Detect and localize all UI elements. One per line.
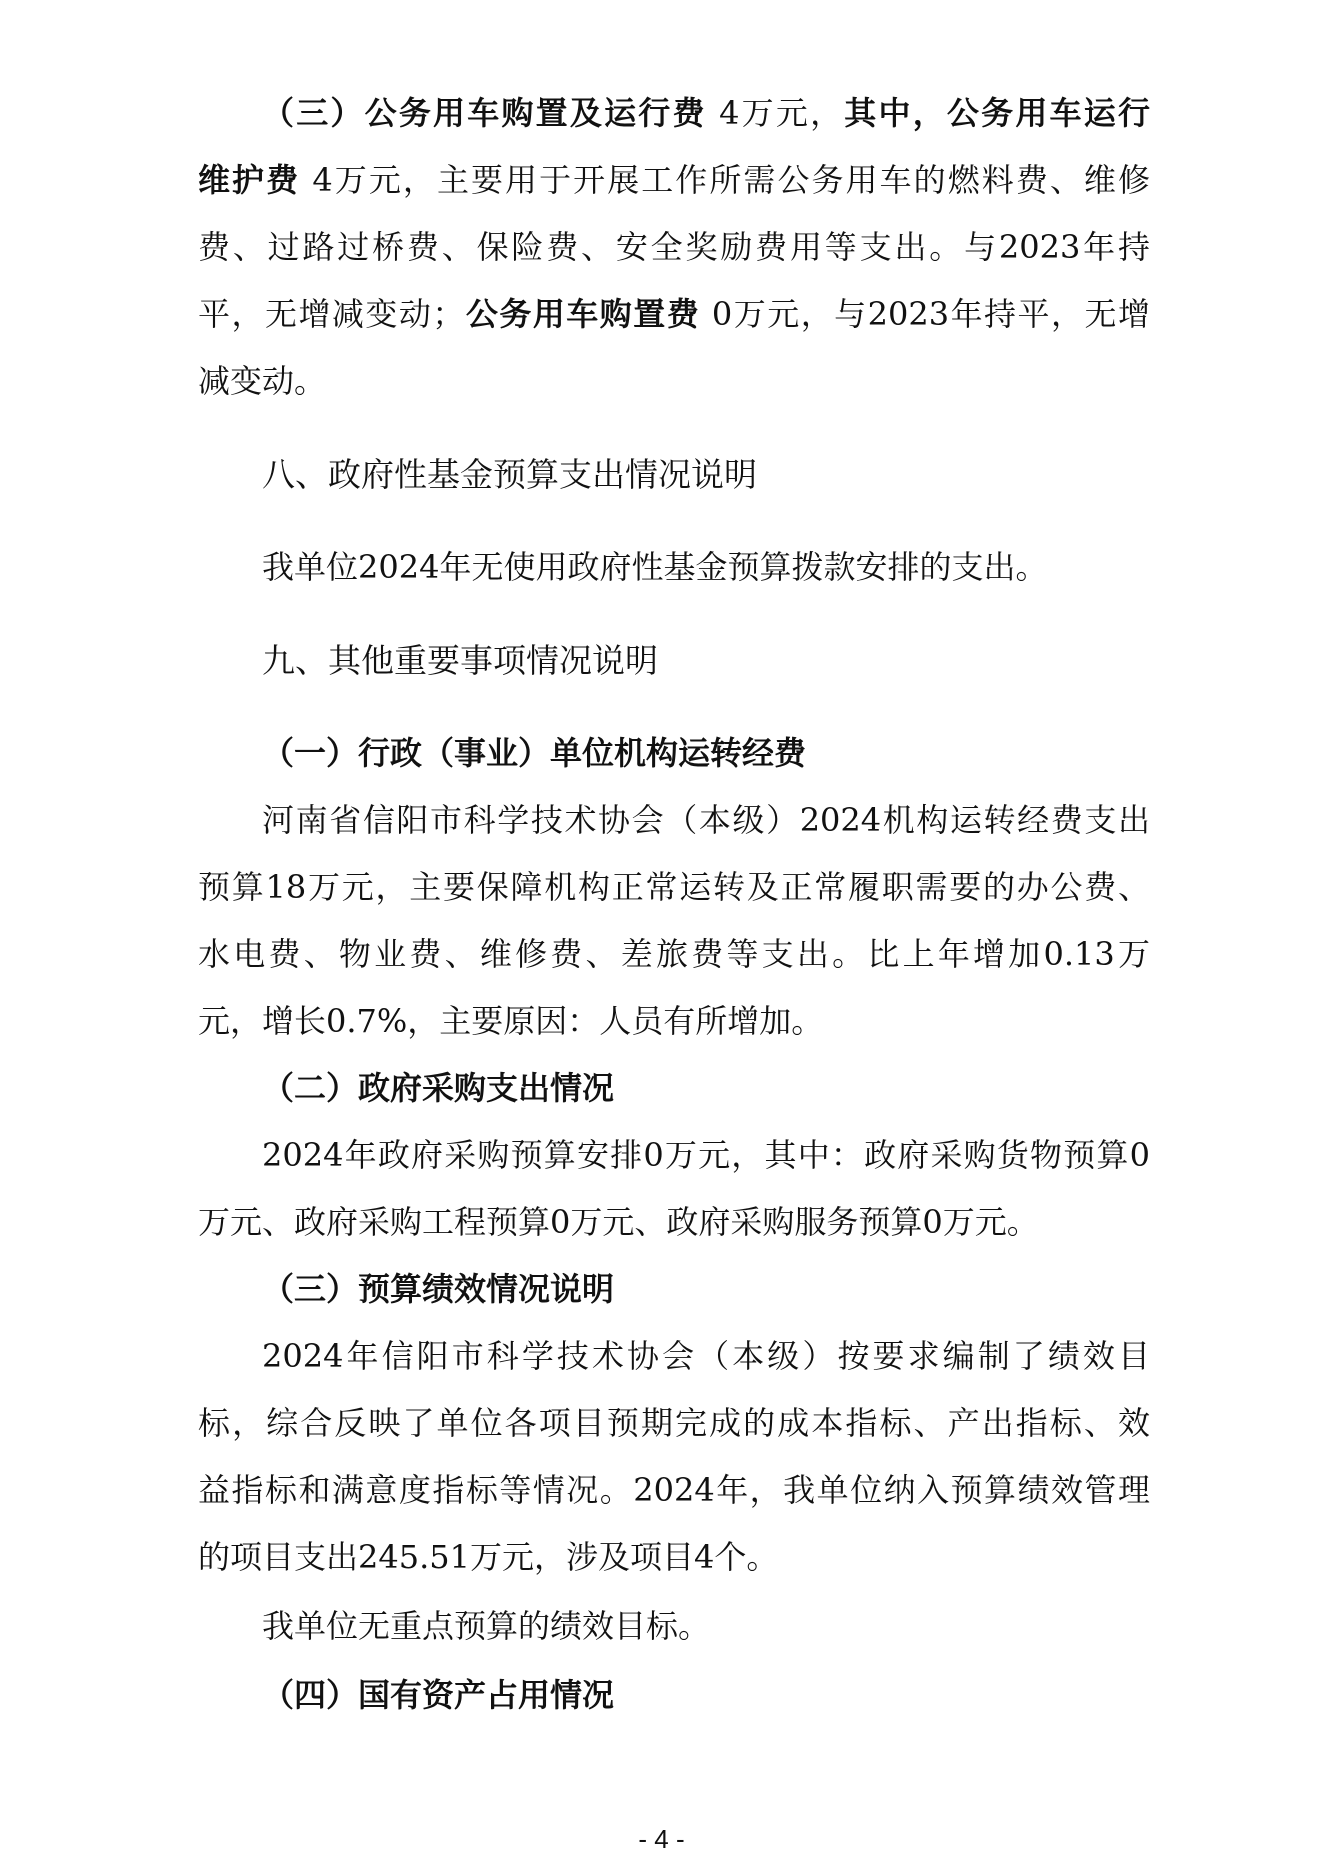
bold-text: 公务用车购置费: [464, 295, 701, 333]
paragraph-line: [262, 82, 1150, 144]
subheading-3: （三）预算绩效情况说明: [262, 1270, 615, 1308]
subheading-4: （四）国有资产占用情况: [262, 1676, 615, 1714]
paragraph-line: 益指标和满意度指标等情况。2024年，我单位纳入预算绩效管理: [198, 1471, 1150, 1509]
body-text: 平，无增减变动；: [198, 295, 465, 333]
paragraph-line: [198, 283, 1150, 345]
section-heading-9: 九、其他重要事项情况说明: [262, 641, 658, 680]
bold-heading-text: （三）公务用车购置及运行费: [262, 94, 707, 132]
paragraph-line: 2024年信阳市科学技术协会（本级）按要求编制了绩效目: [262, 1337, 1150, 1375]
bold-text: 维护费: [198, 161, 301, 199]
paragraph-line: 费、过路过桥费、保险费、安全奖励费用等支出。与2023年持: [198, 228, 1150, 266]
page-number: - 4 -: [638, 1824, 685, 1854]
paragraph-line: 预算18万元，主要保障机构正常运转及正常履职需要的办公费、: [198, 868, 1150, 906]
paragraph-line: 我单位无重点预算的绩效目标。: [262, 1607, 711, 1645]
paragraph-line: 河南省信阳市科学技术协会（本级）2024机构运转经费支出: [262, 801, 1150, 839]
paragraph-line: 水电费、物业费、维修费、差旅费等支出。比上年增加0.13万: [198, 935, 1150, 973]
paragraph-line: 标，综合反映了单位各项目预期完成的成本指标、产出指标、效: [198, 1404, 1150, 1442]
body-text: 0万元，与2023年持平，无增: [700, 295, 1150, 333]
body-text: 4万元，主要用于开展工作所需公务用车的燃料费、维修: [300, 161, 1150, 199]
bold-text: 其中，公务用车运行: [844, 94, 1150, 132]
paragraph-line: 2024年政府采购预算安排0万元，其中：政府采购货物预算0: [262, 1136, 1150, 1174]
paragraph-line: [198, 149, 1150, 211]
paragraph-line: 元，增长0.7%，主要原因：人员有所增加。: [198, 1002, 824, 1040]
amount-text: 4万元，: [706, 94, 845, 132]
section-heading-8: 八、政府性基金预算支出情况说明: [262, 455, 757, 494]
paragraph-line: 减变动。: [198, 362, 327, 400]
subheading-2: （二）政府采购支出情况: [262, 1069, 615, 1107]
paragraph-line: 万元、政府采购工程预算0万元、政府采购服务预算0万元。: [198, 1203, 1039, 1241]
paragraph-line: 的项目支出245.51万元，涉及项目4个。: [198, 1538, 779, 1576]
subheading-1: （一）行政（事业）单位机构运转经费: [262, 734, 807, 772]
section-8-text: 我单位2024年无使用政府性基金预算拨款安排的支出。: [262, 548, 1048, 586]
